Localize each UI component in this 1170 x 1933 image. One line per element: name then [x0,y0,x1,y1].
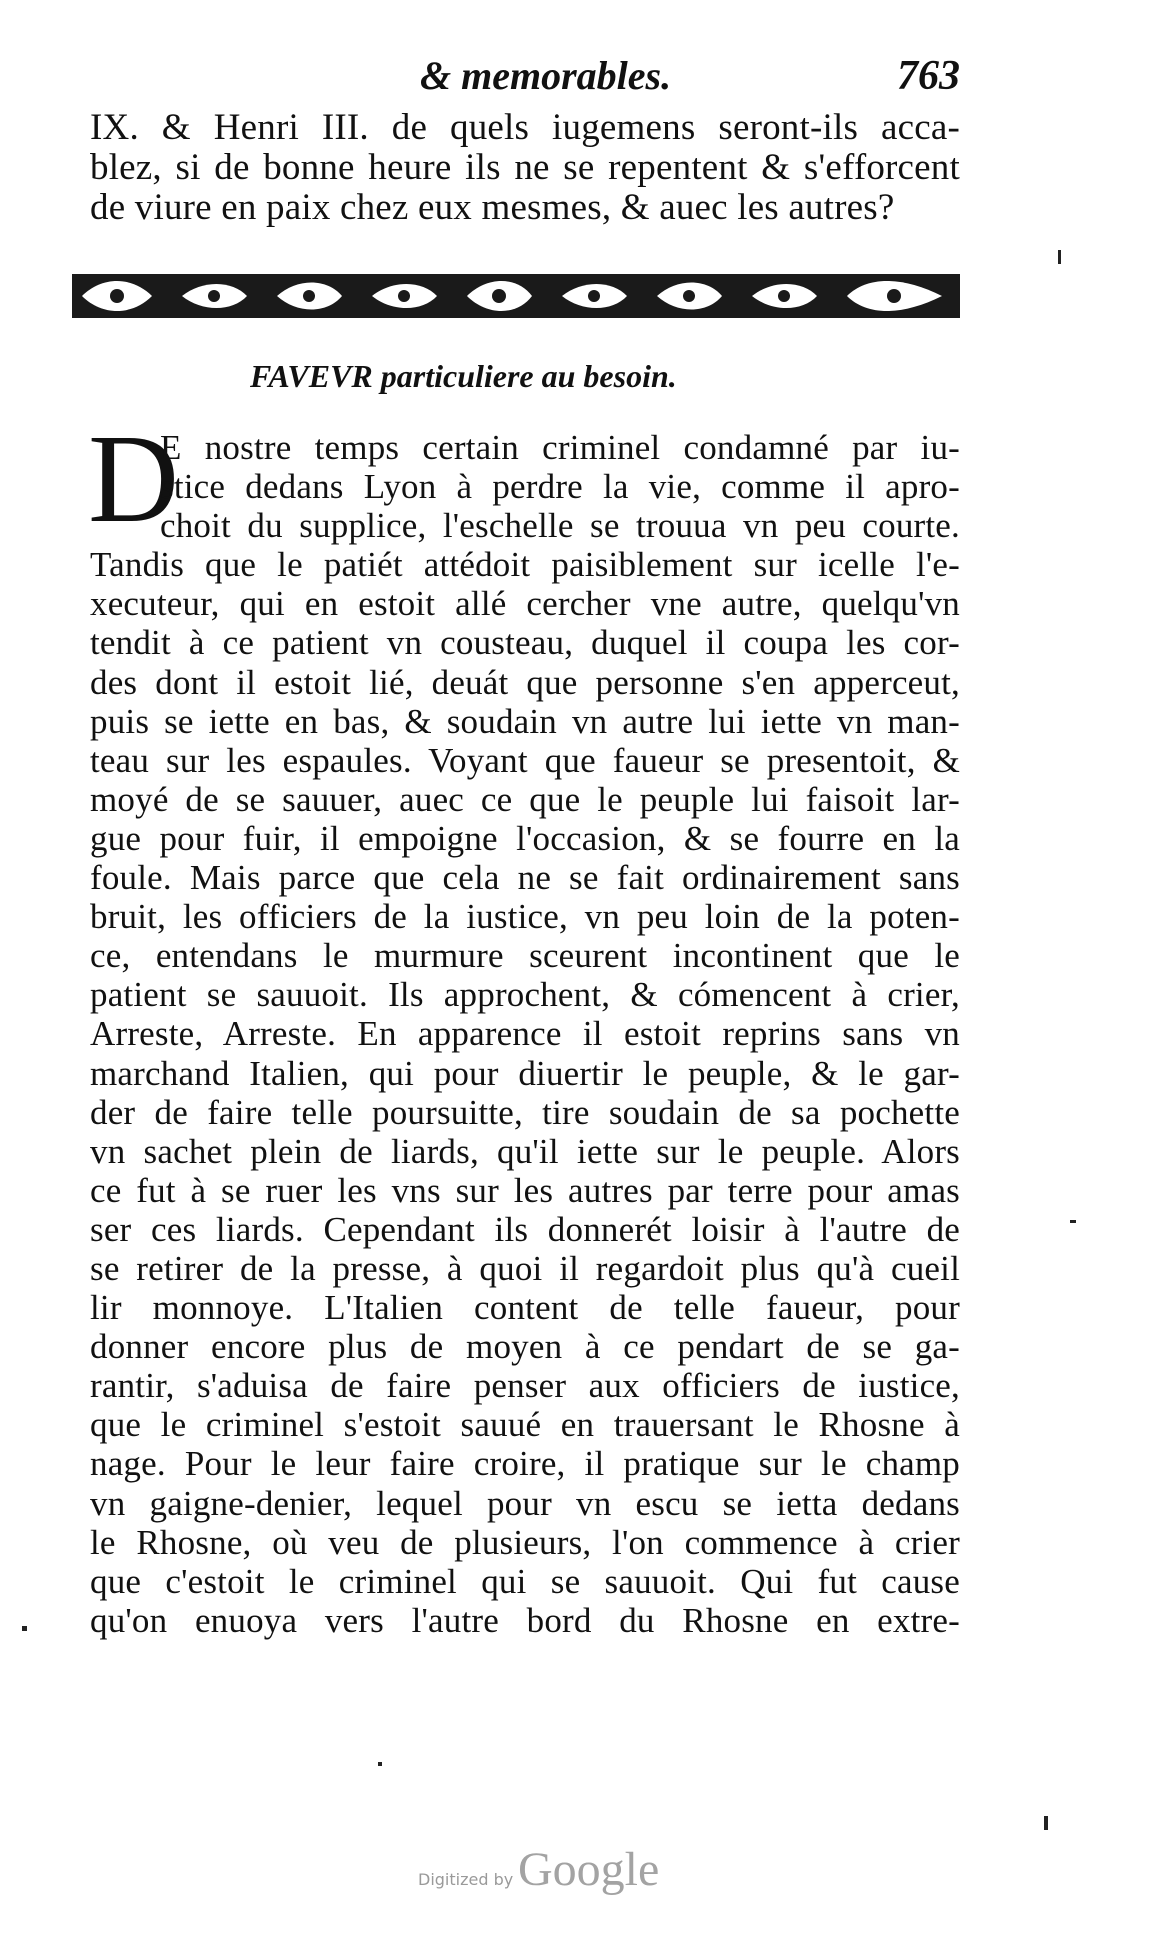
text-line: de viure en paix chez eux mesmes, & auec les autres? [90,188,895,228]
text-line: nage. Pour le leur faire croire, il pratique sur le champ [90,1444,960,1484]
text-line: der de faire telle poursuitte, tire soudain de sa pochette [90,1092,960,1132]
drop-cap: D [88,410,179,549]
text-line: vn gaigne-denier, lequel pour vn escu se ietta dedans [90,1483,960,1523]
text-line: puis se iette en bas, & soudain vn autre lui iette vn man- [90,701,960,741]
text-line: IX. & Henri III. de quels iugemens seront-ils acca- [90,108,960,148]
text-line: Arreste, Arreste. En apparence il estoit reprins sans vn [90,1014,960,1054]
text-line: qu'on enuoya vers l'autre bord du Rhosne en extre- [90,1600,960,1640]
watermark-brand: Google [518,1843,660,1896]
text-line: ser ces liards. Cependant ils donnerét loisir à l'autre de [90,1209,960,1249]
ink-speck [1070,1220,1076,1223]
text-line: patient se sauuoit. Ils approchent, & cómencent à crier, [90,975,960,1015]
ink-speck [22,1626,27,1631]
text-line: lir monnoye. L'Italien content de telle faueur, pour [90,1288,960,1328]
text-line: ce fut à se ruer les vns sur les autres par terre pour amas [90,1170,960,1210]
section-title: FAVEVR particuliere au besoin. [250,358,677,394]
watermark-prefix: Digitized by [418,1870,514,1889]
text-line: des dont il estoit lié, deuát que personne s'en apperceut, [90,662,960,702]
text-line: tendit à ce patient vn cousteau, duquel il coupa les cor- [90,623,960,663]
text-line: gue pour fuir, il empoigne l'occasion, & se fourre en la [90,818,960,858]
text-line: le Rhosne, où veu de plusieurs, l'on commence à crier [90,1522,960,1562]
text-line: Tandis que le patiét attédoit paisiblement sur icelle l'e- [90,545,960,585]
text-line: stice dedans Lyon à perdre la vie, comme il apro- [160,467,960,507]
ornament-band [72,270,960,322]
digitization-watermark [418,1842,758,1902]
text-line: teau sur les espaules. Voyant que faueur se presentoit, & [90,740,960,780]
ink-speck [378,1762,382,1766]
text-line: rantir, s'aduisa de faire penser aux officiers de iustice, [90,1366,960,1406]
running-head [420,52,960,102]
text-line: vn sachet plein de liards, qu'il iette sur le peuple. Alors [90,1131,960,1171]
text-line: que c'estoit le criminel qui se sauuoit. Qui fut cause [90,1561,960,1601]
text-line: bruit, les officiers de la iustice, vn peu loin de la poten- [90,897,960,937]
ink-speck [1058,250,1061,264]
body-text [90,428,960,1640]
text-line: choit du supplice, l'eschelle se trouua vn peu courte. [160,506,960,546]
text-line: blez, si de bonne heure ils ne se repentent & s'efforcent [90,148,960,188]
text-line: E nostre temps certain criminel condamné par iu- [160,428,960,467]
text-line: foule. Mais parce que cela ne se fait ordinairement sans [90,858,960,898]
text-line: donner encore plus de moyen à ce pendart de se ga- [90,1327,960,1367]
text-line: xecuteur, qui en estoit allé cercher vne autre, quelqu'vn [90,584,960,624]
text-line: se retirer de la presse, à quoi il regardoit plus qu'à cueil [90,1248,960,1288]
page-number: 763 [897,53,960,99]
text-line: marchand Italien, qui pour diuertir le peuple, & le gar- [90,1053,960,1093]
text-line: moyé de se sauuer, auec ce que le peuple lui faisoit lar- [90,779,960,819]
ink-speck [1044,1816,1048,1830]
text-line: que le criminel s'estoit sauué en trauersant le Rhosne à [90,1405,960,1445]
previous-section-text [90,108,960,228]
running-title: & memorables. [420,53,672,98]
text-line: ce, entendans le murmure sceurent incontinent que le [90,936,960,976]
